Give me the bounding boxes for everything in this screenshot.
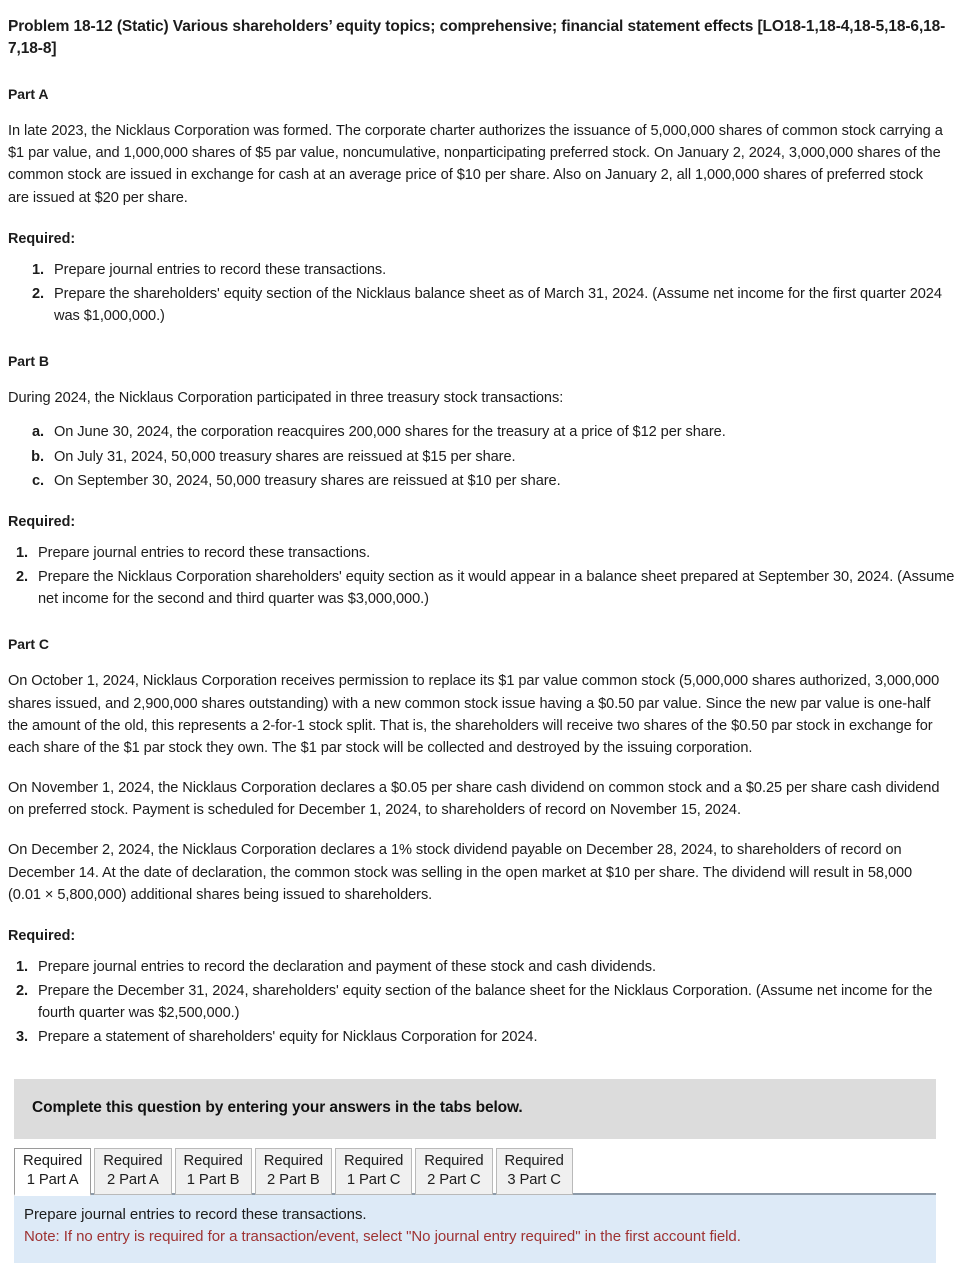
list-item: 1. Prepare journal entries to record the declaration and payment of these stock and cash dividends. (32, 956, 966, 978)
part-c-paragraph-2: On November 1, 2024, the Nicklaus Corporation declares a $0.05 per share cash dividend on common stock and a $0.25 per share cash dividend on preferred stock. Payment is scheduled for December 1, 2024, to shareholders of record on November 15, 2024. (8, 780, 940, 819)
tab-required-1-part-b[interactable] (175, 1148, 252, 1195)
answer-tab-panel (14, 1195, 936, 1263)
answer-widget-banner (14, 1079, 936, 1139)
tab-required-2-part-b[interactable] (255, 1148, 332, 1195)
part-c-heading: Part C (8, 636, 49, 653)
part-b-paragraph: During 2024, the Nicklaus Corporation participated in three treasury stock transactions: (8, 390, 564, 407)
list-item: 3. Prepare a statement of shareholders' equity for Nicklaus Corporation for 2024. (32, 1026, 966, 1048)
part-c-paragraph-3: On December 2, 2024, the Nicklaus Corporation declares a 1% stock dividend payable on December 28, 2024, to shareholders of record on December 14. At the date of declaration, the common stock was selling in the open market at $10 per share. The dividend will result in 58,000 (0.01 × 5,800,000) additional shares being issued to shareholders. (8, 842, 913, 903)
part-c-required-list (8, 956, 966, 1049)
tab-label-line1: Required (183, 1153, 243, 1170)
part-a-heading: Part A (8, 86, 49, 102)
tab-panel-instruction: Prepare journal entries to record these transactions. (24, 1205, 367, 1223)
tab-required-3-part-c[interactable] (496, 1148, 573, 1195)
part-a-paragraph: In late 2023, the Nicklaus Corporation was formed. The corporate charter authorizes the issuance of 5,000,000 shares of common stock carrying a $1 par value, and 1,000,000 shares of $5 par value, noncumulative, nonparticipating preferred stock. On January 2, 2024, 3,000,000 shares of the common stock are issued in exchange for cash at an average price of $10 per share. Also on January 2, all 1,000,000 shares of preferred stock are issued at $20 per share. (8, 123, 943, 206)
tab-label-line1: Required (344, 1153, 404, 1170)
tab-required-2-part-a[interactable] (94, 1148, 171, 1195)
list-item: 2. Prepare the Nicklaus Corporation shareholders' equity section as it would appear in a balance sheet prepared at September 30, 2024. (Assume net income for the second and third quarter was $3,000,000.) (32, 566, 966, 610)
list-item: c. On September 30, 2024, 50,000 treasury shares are reissued at $10 per share. (48, 470, 966, 492)
list-item: 1. Prepare journal entries to record these transactions. (48, 259, 966, 281)
tab-label-line2: 2 Part A (106, 1171, 159, 1188)
part-a-required-list (8, 259, 966, 328)
answer-widget (14, 1079, 936, 1263)
list-item: a. On June 30, 2024, the corporation reacquires 200,000 shares for the treasury at a price of $12 per share. (48, 421, 966, 443)
part-a-required-label: Required: (8, 230, 76, 247)
list-item: 2. Prepare the December 31, 2024, shareholders' equity section of the balance sheet for the Nicklaus Corporation. (Assume net income for the fourth quarter was $2,500,000.) (32, 980, 966, 1024)
tab-label-line2: 2 Part C (427, 1171, 481, 1188)
tab-panel-note: Note: If no entry is required for a transaction/event, select "No journal entry required" in the first account field. (24, 1228, 741, 1246)
part-b-required-list (8, 542, 966, 611)
tab-required-1-part-a[interactable] (14, 1148, 91, 1196)
tab-label-line2: 3 Part C (507, 1171, 561, 1188)
tab-label-line2: 1 Part B (186, 1171, 240, 1188)
part-c-required-label: Required: (8, 927, 76, 944)
tab-label-line1: Required (103, 1153, 163, 1170)
tab-label-line1: Required (263, 1153, 323, 1170)
answer-widget-banner-text: Complete this question by entering your answers in the tabs below. (32, 1098, 523, 1116)
tab-label-line1: Required (23, 1153, 83, 1170)
tab-label-line1: Required (424, 1153, 484, 1170)
page-title: Problem 18-12 (Static) Various shareholders’ equity topics; comprehensive; financial statement effects [LO18-1,18-4,18-5,18-6,18-7,18-8] (8, 18, 946, 57)
list-item: 2. Prepare the shareholders' equity section of the Nicklaus balance sheet as of March 31, 2024. (Assume net income for the first quarter 2024 was $1,000,000.) (48, 283, 966, 327)
part-b-transaction-list (8, 421, 966, 492)
part-b-heading: Part B (8, 353, 49, 370)
tab-label-line2: 2 Part B (267, 1171, 320, 1188)
list-item: b. On July 31, 2024, 50,000 treasury shares are reissued at $15 per share. (48, 446, 966, 468)
part-c-paragraph-1: On October 1, 2024, Nicklaus Corporation receives permission to replace its $1 par value common stock (5,000,000 shares authorized, 3,000,000 shares issued, and 2,900,000 shares outstanding) with a new common stock issue having a $0.50 par value. Since the new par value is one-half the amount of the old, this represents a 2-for-1 stock split. That is, the shareholders will receive two shares of the $0.50 par stock in exchange for each share of the $1 par stock they own. The $1 par stock will be collected and destroyed by the issuing corporation. (8, 673, 940, 756)
part-b-required-label: Required: (8, 513, 76, 530)
tab-required-2-part-c[interactable] (415, 1148, 492, 1195)
answer-tab-bar (14, 1151, 936, 1195)
tab-required-1-part-c[interactable] (335, 1148, 412, 1195)
tab-label-line2: 1 Part A (26, 1171, 79, 1188)
tab-label-line1: Required (504, 1153, 564, 1170)
list-item: 1. Prepare journal entries to record these transactions. (32, 542, 966, 564)
tab-label-line2: 1 Part C (346, 1171, 401, 1188)
